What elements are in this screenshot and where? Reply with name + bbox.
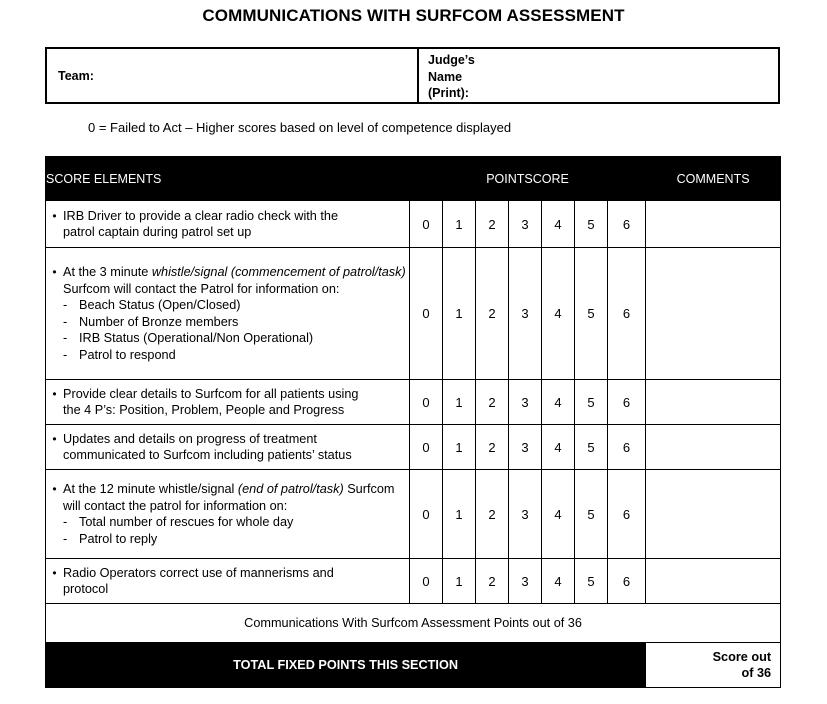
score-cell-3[interactable]: 3 (509, 201, 542, 248)
score-cell-5[interactable]: 5 (575, 201, 608, 248)
score-cell-3[interactable]: 3 (509, 425, 542, 470)
comments-cell[interactable] (646, 470, 781, 559)
score-cell-2[interactable]: 2 (476, 425, 509, 470)
score-cell-6[interactable]: 6 (608, 380, 646, 425)
score-cell-0[interactable]: 0 (410, 380, 443, 425)
comments-cell[interactable] (646, 201, 781, 248)
score-cell-0[interactable]: 0 (410, 470, 443, 559)
score-cell-6[interactable]: 6 (608, 201, 646, 248)
dash-icon: - (63, 515, 68, 529)
table-row (46, 470, 781, 559)
score-cell-1[interactable]: 1 (443, 559, 476, 604)
score-cell-5[interactable]: 5 (575, 425, 608, 470)
score-cell-1[interactable]: 1 (443, 201, 476, 248)
scoring-instruction: 0 = Failed to Act – Higher scores based on level of competence displayed (88, 120, 512, 135)
comments-cell[interactable] (646, 380, 781, 425)
score-cell-2[interactable]: 2 (476, 470, 509, 559)
score-cell-0[interactable]: 0 (410, 248, 443, 380)
bullet-icon: • (52, 482, 57, 496)
element-text: Provide clear details to Surfcom for all patients using the 4 P’s: Position, Problem, People and Progress (63, 386, 359, 417)
score-element-description (46, 380, 410, 425)
table-row (46, 425, 781, 470)
team-judge-info-box (45, 47, 780, 104)
score-cell-5[interactable]: 5 (575, 380, 608, 425)
score-element-description (46, 470, 410, 559)
dash-icon: - (63, 314, 68, 329)
judge-label-line-3: (Print): (428, 86, 469, 100)
bullet-icon: • (52, 565, 57, 580)
table-row (46, 380, 781, 425)
table-row (46, 248, 781, 380)
score-cell-1[interactable]: 1 (443, 380, 476, 425)
score-cell-3[interactable]: 3 (509, 470, 542, 559)
dash-icon: - (63, 331, 68, 345)
score-cell-6[interactable]: 6 (608, 425, 646, 470)
score-cell-6[interactable]: 6 (608, 248, 646, 380)
score-cell-2[interactable]: 2 (476, 201, 509, 248)
comments-cell[interactable] (646, 559, 781, 604)
score-cell-4[interactable]: 4 (542, 248, 575, 380)
header-score-elements: SCORE ELEMENTS (46, 157, 410, 201)
sub-item-list (46, 514, 409, 547)
score-out-label-line-2: of 36 (741, 666, 772, 680)
comments-cell[interactable] (646, 425, 781, 470)
score-cell-3[interactable]: 3 (509, 559, 542, 604)
score-cell-3[interactable]: 3 (509, 380, 542, 425)
assessment-score-table (45, 156, 781, 688)
score-element-description (46, 425, 410, 470)
table-row (46, 559, 781, 604)
header-comments: COMMENTS (646, 157, 781, 201)
total-fixed-points-label: TOTAL FIXED POINTS THIS SECTION (46, 643, 646, 688)
element-text: At the 12 minute whistle/signal (end of patrol/task) Surfcom will contact the patrol for information on: (63, 482, 395, 513)
score-cell-4[interactable]: 4 (542, 201, 575, 248)
score-cell-0[interactable]: 0 (410, 425, 443, 470)
bullet-icon: • (52, 208, 57, 223)
list-item: - Patrol to reply (63, 531, 158, 546)
score-cell-5[interactable]: 5 (575, 248, 608, 380)
judge-label-line-2: Name (428, 69, 463, 84)
table-row (46, 201, 781, 248)
score-cell-2[interactable]: 2 (476, 248, 509, 380)
element-text: IRB Driver to provide a clear radio check with the patrol captain during patrol set up (63, 208, 339, 239)
score-cell-1[interactable]: 1 (443, 248, 476, 380)
score-cell-4[interactable]: 4 (542, 380, 575, 425)
list-item: - IRB Status (Operational/Non Operational) (63, 331, 314, 345)
score-cell-4[interactable]: 4 (542, 559, 575, 604)
score-element-description (46, 248, 410, 380)
subtotal-label: Communications With Surfcom Assessment Points out of 36 (46, 604, 781, 643)
sub-item-list (46, 297, 409, 363)
score-cell-2[interactable]: 2 (476, 380, 509, 425)
list-item: - Total number of rescues for whole day (63, 515, 294, 529)
element-text: Updates and details on progress of treatment communicated to Surfcom including patients’ status (63, 431, 352, 462)
score-element-description (46, 559, 410, 604)
page-title: COMMUNICATIONS WITH SURFCOM ASSESSMENT (202, 6, 625, 25)
score-cell-2[interactable]: 2 (476, 559, 509, 604)
dash-icon: - (63, 347, 68, 362)
element-text: At the 3 minute whistle/signal (commencement of patrol/task) Surfcom will contact the Patrol for information on: (63, 265, 406, 296)
score-element-description (46, 201, 410, 248)
subtotal-row (46, 604, 781, 643)
score-cell-0[interactable]: 0 (410, 201, 443, 248)
score-out-label-line-1: Score out (712, 650, 772, 664)
score-cell-4[interactable]: 4 (542, 425, 575, 470)
comments-cell[interactable] (646, 248, 781, 380)
score-cell-4[interactable]: 4 (542, 470, 575, 559)
score-cell-6[interactable]: 6 (608, 470, 646, 559)
score-cell-5[interactable]: 5 (575, 559, 608, 604)
judge-label-line-1: Judge’s (428, 53, 475, 67)
header-pointscore: POINTSCORE (410, 157, 646, 201)
list-item: - Beach Status (Open/Closed) (63, 298, 241, 312)
score-cell-0[interactable]: 0 (410, 559, 443, 604)
team-field[interactable] (47, 49, 419, 102)
team-label: Team: (58, 68, 94, 83)
list-item: - Patrol to respond (63, 347, 176, 362)
score-cell-3[interactable]: 3 (509, 248, 542, 380)
score-cell-6[interactable]: 6 (608, 559, 646, 604)
score-cell-1[interactable]: 1 (443, 425, 476, 470)
bullet-icon: • (52, 386, 57, 401)
score-cell-5[interactable]: 5 (575, 470, 608, 559)
element-text: Radio Operators correct use of mannerisms and protocol (63, 565, 334, 596)
list-item: - Number of Bronze members (63, 314, 239, 329)
bullet-icon: • (52, 431, 57, 446)
dash-icon: - (63, 298, 68, 312)
score-cell-1[interactable]: 1 (443, 470, 476, 559)
total-score-cell[interactable] (646, 643, 781, 688)
judge-name-field[interactable] (419, 49, 778, 102)
table-header-row (46, 157, 781, 201)
total-row (46, 643, 781, 688)
dash-icon: - (63, 531, 68, 546)
bullet-icon: • (52, 265, 57, 279)
